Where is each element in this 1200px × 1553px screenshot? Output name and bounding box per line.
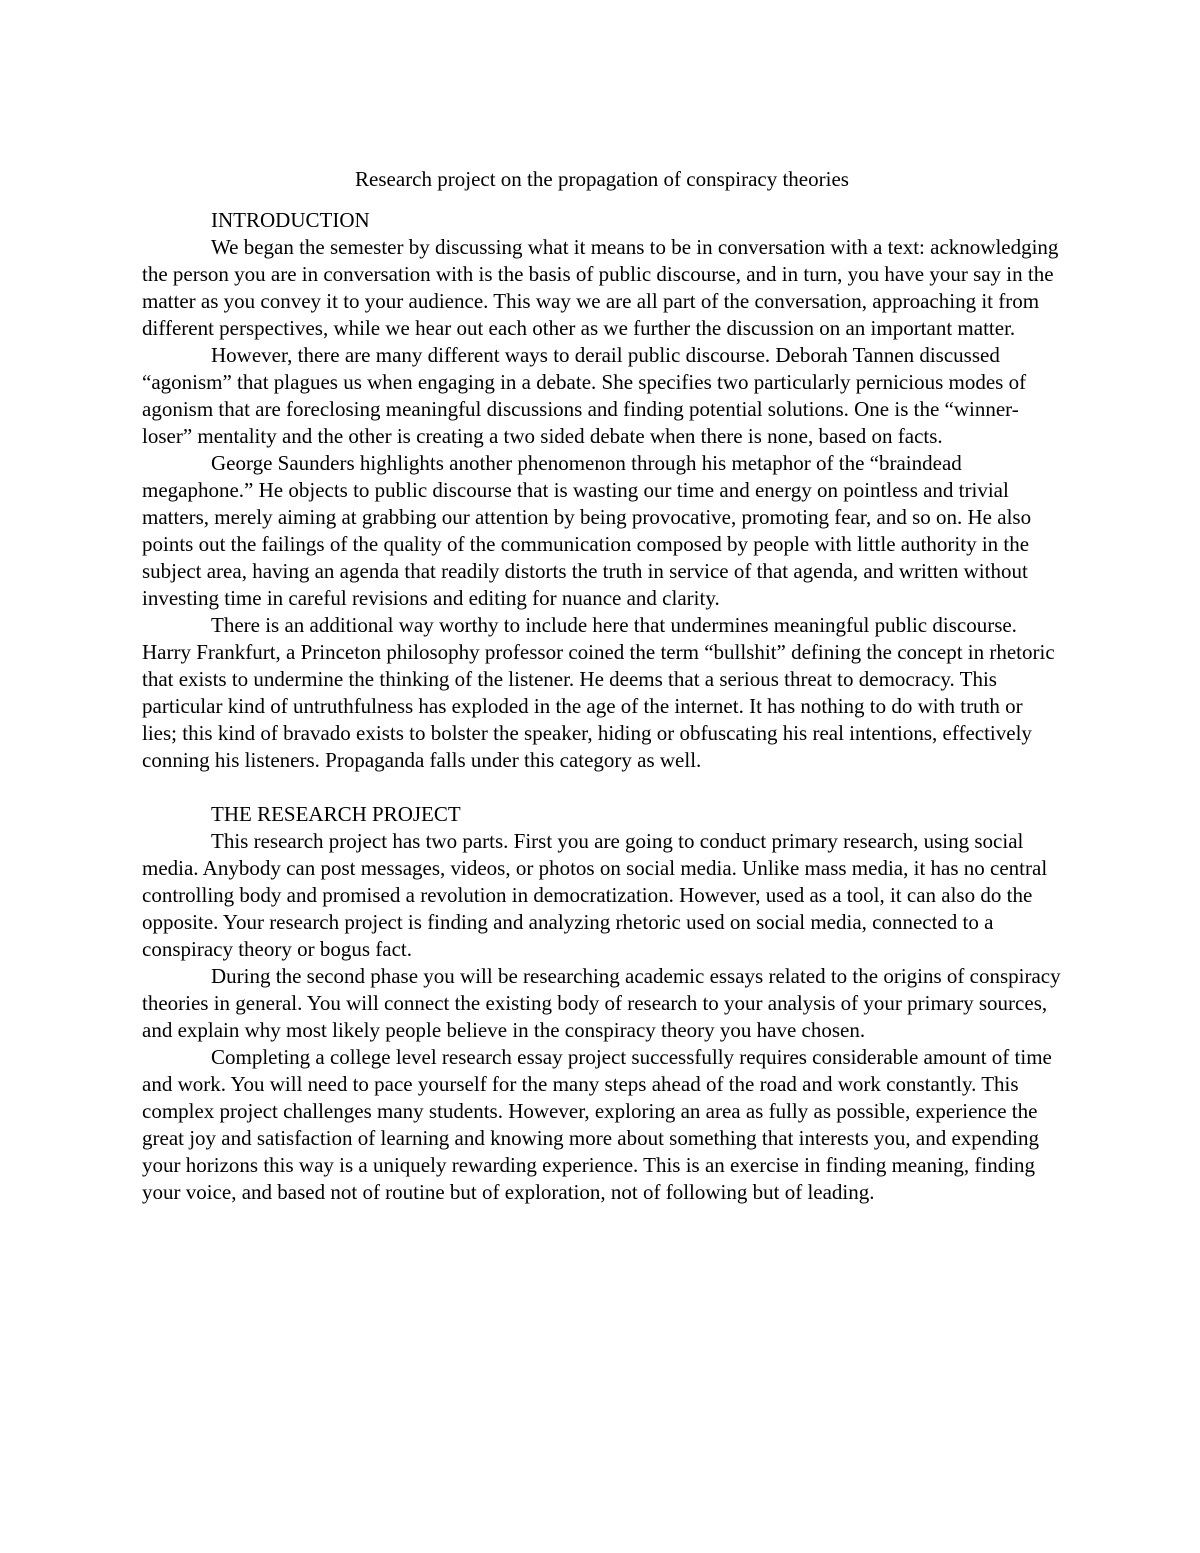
document-body [142, 166, 1062, 1206]
paragraph: This research project has two parts. First you are going to conduct primary research, using social media. Anybody can post messages, videos, or photos on social media. Unlike mass media, it has no central controlling body and promised a revolution in democratization. However, used as a tool, it can also do the opposite. Your research project is finding and analyzing rhetoric used on social media, connected to a conspiracy theory or bogus fact. [142, 829, 1048, 961]
paragraph: We began the semester by discussing what it means to be in conversation with a text: acknowledging the person you are in conversation with is the basis of public discourse, and in turn, you have your say in the matter as you convey it to your audience. This way we are all part of the conversation, approaching it from different perspectives, while we hear out each other as we further the discussion on an important matter. [142, 235, 1059, 340]
paragraph: During the second phase you will be researching academic essays related to the origins of conspiracy theories in general. You will connect the existing body of research to your analysis of your primary sources, and explain why most likely people believe in the conspiracy theory you have chosen. [142, 964, 1061, 1042]
paragraph: However, there are many different ways to derail public discourse. Deborah Tannen discussed “agonism” that plagues us when engaging in a debate. She specifies two particularly pernicious modes of agonism that are foreclosing meaningful discussions and finding potential solutions. One is the “winner-loser” mentality and the other is creating a two sided debate when there is none, based on facts. [142, 343, 1027, 448]
paragraph: George Saunders highlights another phenomenon through his metaphor of the “braindead megaphone.” He objects to public discourse that is wasting our time and energy on pointless and trivial matters, merely aiming at grabbing our attention by being provocative, promoting fear, and so on. He also points out the failings of the quality of the communication composed by people with little authority in the subject area, having an agenda that readily distorts the truth in service of that agenda, and written without investing time in careful revisions and editing for nuance and clarity. [142, 451, 1032, 610]
section-heading-research-project: THE RESEARCH PROJECT [211, 802, 461, 826]
document-title: Research project on the propagation of conspiracy theories [355, 167, 849, 191]
section-spacer [142, 774, 1062, 801]
paragraph: There is an additional way worthy to include here that undermines meaningful public discourse. Harry Frankfurt, a Princeton philosophy professor coined the term “bullshit” defining the concept in rhetoric that exists to undermine the thinking of the listener. He deems that a serious threat to democracy. This particular kind of untruthfulness has exploded in the age of the internet. It has nothing to do with truth or lies; this kind of bravado exists to bolster the speaker, hiding or obfuscating his real intentions, effectively conning his listeners. Propaganda falls under this category as well. [142, 613, 1055, 772]
section-heading-introduction: INTRODUCTION [211, 208, 370, 232]
paragraph: Completing a college level research essay project successfully requires considerable amount of time and work. You will need to pace yourself for the many steps ahead of the road and work constantly. This complex project challenges many students. However, exploring an area as fully as possible, experience the great joy and satisfaction of learning and knowing more about something that interests you, and expending your horizons this way is a uniquely rewarding experience. This is an exercise in finding meaning, finding your voice, and based not of routine but of exploration, not of following but of leading. [142, 1045, 1052, 1204]
